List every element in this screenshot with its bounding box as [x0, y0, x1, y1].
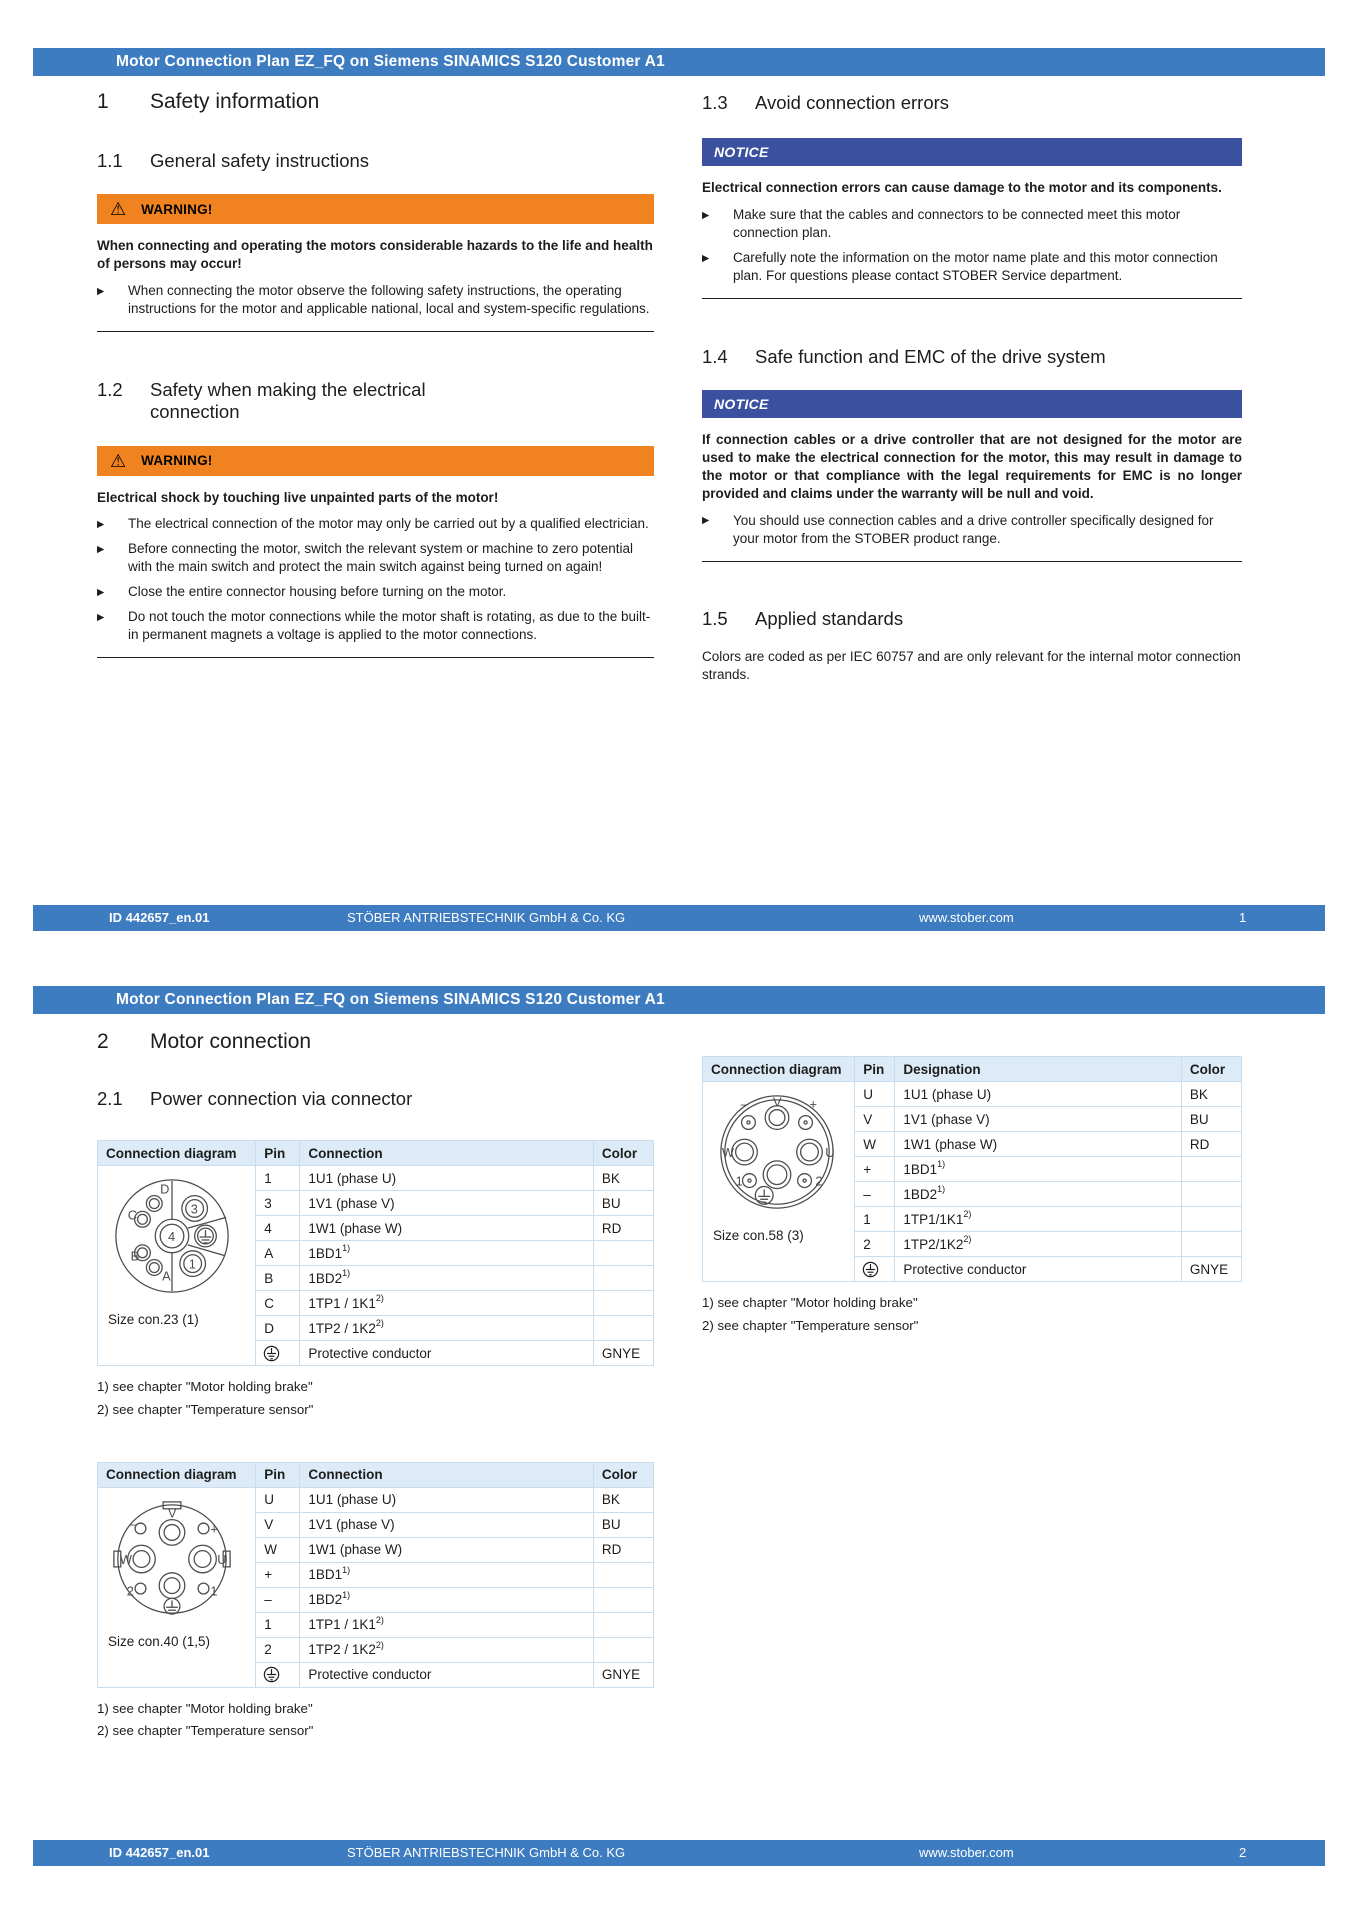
pin-table-header: Connection diagram — [98, 1462, 256, 1487]
pin-table-header-row — [703, 1057, 1242, 1082]
color-cell: RD — [1181, 1132, 1241, 1157]
connector-table-con58 — [702, 1056, 1242, 1337]
footnote: 1) see chapter "Motor holding brake" — [97, 1700, 313, 1716]
connector-size-label: Size con.40 (1,5) — [108, 1633, 211, 1649]
svg-text:V: V — [168, 1505, 177, 1521]
svg-text:U: U — [217, 1551, 227, 1567]
page2-footer-bar — [33, 1840, 1325, 1866]
pin-table-header-row — [98, 1141, 654, 1166]
notice-banner: NOTICE — [702, 390, 1242, 418]
pin-cell: 2 — [256, 1637, 300, 1662]
designation-cell: 1W1 (phase W) — [895, 1132, 1182, 1157]
pin-table-header: Color — [593, 1462, 653, 1487]
svg-text:3: 3 — [190, 1201, 198, 1217]
section-title: Power connection via connector — [150, 1088, 413, 1110]
warning-lead-text: When connecting and operating the motors considerable hazards to the life and health of persons may occur! — [97, 238, 653, 272]
pin-cell: 1 — [855, 1207, 895, 1232]
document-title: Motor Connection Plan EZ_FQ on Siemens SINAMICS S120 Customer A1 — [116, 991, 665, 1008]
color-cell — [1181, 1232, 1241, 1257]
pin-table-header: Color — [593, 1141, 653, 1166]
pin-table-row — [98, 1166, 654, 1191]
section-number: 1 — [97, 90, 109, 113]
designation-cell: 1TP1 / 1K1$^{2)}$ — [300, 1291, 594, 1316]
color-cell: RD — [593, 1537, 653, 1562]
pin-cell: U — [256, 1487, 300, 1512]
pin-cell — [256, 1662, 300, 1687]
website-url: www.stober.com — [919, 1845, 1014, 1860]
pin-table-header: Pin — [256, 1141, 300, 1166]
footnote: 2) see chapter "Temperature sensor" — [702, 1317, 919, 1333]
page1-title-bar — [33, 48, 1325, 76]
designation-cell: 1TP2/1K2$^{2)}$ — [895, 1232, 1182, 1257]
color-cell — [1181, 1207, 1241, 1232]
footnote: 2) see chapter "Temperature sensor" — [97, 1401, 314, 1417]
bullet-item — [702, 249, 1242, 285]
page2-left-column — [97, 1028, 654, 1743]
pin-cell: U — [855, 1082, 895, 1107]
pin-cell — [855, 1257, 895, 1282]
color-cell: BK — [1181, 1082, 1241, 1107]
footnote: 1) see chapter "Motor holding brake" — [702, 1295, 918, 1310]
svg-text:2: 2 — [126, 1582, 134, 1598]
pin-table-header: Connection diagram — [703, 1057, 855, 1082]
svg-text:4: 4 — [168, 1229, 176, 1245]
pin-table-header: Pin — [256, 1462, 300, 1487]
section-title: Safety when making the electrical connection — [150, 379, 426, 423]
pin-cell: 3 — [256, 1191, 300, 1216]
color-cell: GNYE — [593, 1662, 653, 1687]
connector-face-con58 — [713, 1090, 841, 1218]
connector-table-con23 — [97, 1140, 654, 1421]
page-number: 2 — [1239, 1845, 1247, 1860]
designation-cell: 1BD1$^{1)}$ — [895, 1157, 1182, 1182]
footnote: 1) see chapter "Motor holding brake" — [97, 1379, 313, 1395]
color-cell: RD — [593, 1216, 653, 1241]
svg-text:C: C — [127, 1207, 137, 1223]
section-divider — [702, 561, 1242, 562]
designation-cell: 1V1 (phase V) — [895, 1107, 1182, 1132]
page2-title-bar — [33, 986, 1325, 1014]
pin-cell: C — [256, 1291, 300, 1316]
earth-ground-icon — [862, 1261, 879, 1278]
bullet-text: ▶ Make sure that the cables and connectors to be connected meet this motor connection plan. — [733, 207, 1181, 241]
color-cell: BK — [593, 1487, 653, 1512]
section-title: Avoid connection errors — [755, 92, 950, 113]
pin-table-header: Connection — [300, 1462, 594, 1487]
pin-cell: W — [855, 1132, 895, 1157]
heading-safety-information — [97, 90, 654, 114]
heading-applied-standards — [702, 608, 1242, 630]
section-number: 2.1 — [97, 1088, 123, 1110]
connector-diagram — [108, 1174, 249, 1302]
website-url: www.stober.com — [919, 910, 1014, 925]
color-cell: BK — [593, 1166, 653, 1191]
color-cell — [593, 1291, 653, 1316]
designation-cell: 1V1 (phase V) — [300, 1512, 594, 1537]
bullet-list — [702, 512, 1242, 548]
heading-safe-function-emc — [702, 346, 1242, 368]
warning-triangle-icon — [110, 200, 126, 218]
bullet-item — [97, 583, 654, 601]
pin-cell: D — [256, 1316, 300, 1341]
connector-diagram — [108, 1496, 249, 1624]
pin-table — [702, 1056, 1242, 1282]
page1-left-column — [97, 88, 654, 658]
pin-cell: + — [855, 1157, 895, 1182]
page2-right-column — [702, 1056, 1242, 1337]
heading-power-connection-via-connector — [97, 1088, 654, 1110]
color-cell — [593, 1266, 653, 1291]
page1-footer-bar — [33, 905, 1325, 931]
section-number: 1.5 — [702, 607, 728, 629]
table-footnotes — [702, 1292, 1242, 1337]
pin-cell: 2 — [855, 1232, 895, 1257]
designation-cell: 1TP1/1K1$^{2)}$ — [895, 1207, 1182, 1232]
connector-diagram-cell — [98, 1487, 256, 1687]
designation-cell: Protective conductor — [300, 1662, 594, 1687]
color-cell — [593, 1637, 653, 1662]
designation-cell: 1BD2$^{1)}$ — [300, 1587, 594, 1612]
bullet-text: ▶ The electrical connection of the motor may only be carried out by a qualified electrician. — [128, 516, 649, 532]
svg-text:+: + — [809, 1096, 817, 1112]
color-cell — [593, 1316, 653, 1341]
color-cell: GNYE — [1181, 1257, 1241, 1282]
section-title: Motor connection — [150, 1030, 312, 1053]
table-footnotes — [97, 1698, 654, 1743]
footnote: 2) see chapter "Temperature sensor" — [97, 1723, 314, 1739]
bullet-item — [97, 540, 654, 576]
svg-text:A: A — [162, 1268, 171, 1284]
designation-cell: 1BD2$^{1)}$ — [300, 1266, 594, 1291]
bullet-text: ▶ Carefully note the information on the motor name plate and this motor connection plan. For questions please contact STOBER Service department. — [733, 250, 1218, 283]
bullet-text: ▶ When connecting the motor observe the following safety instructions, the operating instructions for the motor and applicable national, local and system-specific regulations. — [128, 283, 650, 317]
svg-text:+: + — [210, 1520, 218, 1536]
pin-table-row — [98, 1487, 654, 1512]
bullet-text: ▶ Before connecting the motor, switch the relevant system or machine to zero potential with the main switch and protect the main switch against being turned on again! — [128, 541, 634, 575]
designation-cell: 1U1 (phase U) — [300, 1487, 594, 1512]
connector-diagram-cell — [98, 1166, 256, 1366]
svg-text:B: B — [130, 1248, 140, 1264]
bullet-item — [702, 206, 1242, 242]
designation-cell: 1V1 (phase V) — [300, 1191, 594, 1216]
earth-ground-icon — [263, 1666, 280, 1683]
designation-cell: 1U1 (phase U) — [300, 1166, 594, 1191]
pin-cell: – — [855, 1182, 895, 1207]
svg-text:–: – — [740, 1096, 748, 1112]
warning-label: WARNING! — [141, 453, 213, 469]
color-cell — [1181, 1157, 1241, 1182]
pin-table-header-row — [98, 1462, 654, 1487]
pin-table-row — [703, 1082, 1242, 1107]
earth-ground-icon — [263, 1345, 280, 1362]
designation-cell: 1BD1$^{1)}$ — [300, 1241, 594, 1266]
notice-lead-text: Electrical connection errors can cause damage to the motor and its components. — [702, 180, 1222, 196]
pin-table-header: Connection — [300, 1141, 594, 1166]
color-cell: BU — [593, 1191, 653, 1216]
pin-cell: + — [256, 1562, 300, 1587]
color-cell — [593, 1241, 653, 1266]
warning-banner — [97, 446, 654, 476]
section-title: General safety instructions — [150, 150, 370, 172]
designation-cell: 1W1 (phase W) — [300, 1216, 594, 1241]
warning-banner — [97, 194, 654, 224]
svg-text:U: U — [825, 1144, 835, 1160]
pin-cell: 4 — [256, 1216, 300, 1241]
color-cell — [593, 1562, 653, 1587]
pin-table-header: Connection diagram — [98, 1141, 256, 1166]
connector-face-con23 — [108, 1174, 236, 1302]
notice-banner: NOTICE — [702, 138, 1242, 166]
designation-cell: Protective conductor — [895, 1257, 1182, 1282]
svg-text:2: 2 — [815, 1173, 823, 1189]
color-cell: BU — [1181, 1107, 1241, 1132]
bullet-item — [97, 282, 654, 318]
pin-table — [97, 1140, 654, 1366]
svg-text:1: 1 — [210, 1582, 218, 1598]
pin-table-header: Color — [1181, 1057, 1241, 1082]
warning-triangle-icon — [110, 452, 126, 470]
bullet-text: ▶ Do not touch the motor connections while the motor shaft is rotating, as due to the built-in permanent magnets a voltage is applied to the motor connections. — [128, 609, 651, 643]
applied-standards-text: Colors are coded as per IEC 60757 and are only relevant for the internal motor connection strands. — [702, 649, 1241, 682]
section-number: 1.4 — [702, 345, 728, 367]
bullet-list — [702, 206, 1242, 285]
section-divider — [97, 331, 654, 332]
section-number: 1.3 — [702, 92, 728, 113]
page1-right-column — [702, 88, 1242, 684]
bullet-text: ▶ You should use connection cables and a drive controller specifically designed for your motor from the STOBER product range. — [733, 512, 1214, 546]
pin-cell: W — [256, 1537, 300, 1562]
section-title: Safety information — [150, 90, 320, 113]
svg-text:W: W — [119, 1551, 132, 1567]
pin-cell: 1 — [256, 1166, 300, 1191]
designation-cell: 1W1 (phase W) — [300, 1537, 594, 1562]
document-title: Motor Connection Plan EZ_FQ on Siemens SINAMICS S120 Customer A1 — [116, 53, 665, 70]
connector-diagram-cell — [703, 1082, 855, 1282]
color-cell — [593, 1612, 653, 1637]
svg-text:V: V — [773, 1094, 782, 1110]
bullet-list — [97, 282, 654, 318]
bullet-text: ▶ Close the entire connector housing before turning on the motor. — [128, 584, 507, 600]
company-name: STÖBER ANTRIEBSTECHNIK GmbH & Co. KG — [347, 1845, 626, 1860]
designation-cell: 1TP2 / 1K2$^{2)}$ — [300, 1316, 594, 1341]
designation-cell: 1TP1 / 1K1$^{2)}$ — [300, 1612, 594, 1637]
section-divider — [97, 657, 654, 658]
bullet-item — [702, 512, 1242, 548]
company-name: STÖBER ANTRIEBSTECHNIK GmbH & Co. KG — [347, 910, 626, 925]
notice-lead-text: If connection cables or a drive controller that are not designed for the motor are used to make the electrical connection for the motor, this may result in damage to the motor or that compliance with the legal requirements for EMC is no longer provided and claims under the warranty will be null and void. — [702, 432, 1242, 501]
document-id: ID 442657_en.01 — [109, 910, 210, 925]
section-number: 2 — [97, 1030, 109, 1053]
section-divider — [702, 298, 1242, 299]
pin-table-header: Designation — [895, 1057, 1182, 1082]
designation-cell: 1BD1$^{1)}$ — [300, 1562, 594, 1587]
connector-diagram — [713, 1090, 848, 1218]
color-cell — [1181, 1182, 1241, 1207]
svg-text:W: W — [721, 1144, 734, 1160]
svg-text:D: D — [160, 1182, 170, 1198]
designation-cell: Protective conductor — [300, 1341, 594, 1366]
designation-cell: 1TP2 / 1K2$^{2)}$ — [300, 1637, 594, 1662]
pin-cell: B — [256, 1266, 300, 1291]
table-footnotes — [97, 1376, 654, 1421]
designation-cell: 1U1 (phase U) — [895, 1082, 1182, 1107]
svg-text:1: 1 — [735, 1173, 743, 1189]
pin-table-header: Pin — [855, 1057, 895, 1082]
section-number: 1.2 — [97, 379, 123, 401]
connector-size-label: Size con.23 (1) — [108, 1312, 199, 1328]
pin-cell: V — [855, 1107, 895, 1132]
warning-label: WARNING! — [141, 201, 213, 217]
color-cell — [593, 1587, 653, 1612]
pin-cell: – — [256, 1587, 300, 1612]
designation-cell: 1BD2$^{1)}$ — [895, 1182, 1182, 1207]
pin-cell — [256, 1341, 300, 1366]
pin-table — [97, 1462, 654, 1688]
bullet-item — [97, 515, 654, 533]
color-cell: GNYE — [593, 1341, 653, 1366]
pin-cell: A — [256, 1241, 300, 1266]
heading-safety-electrical-connection — [97, 379, 654, 423]
heading-motor-connection — [97, 1030, 654, 1054]
color-cell: BU — [593, 1512, 653, 1537]
heading-avoid-connection-errors — [702, 92, 1242, 114]
pin-cell: 1 — [256, 1612, 300, 1637]
heading-general-safety-instructions — [97, 150, 654, 172]
pin-cell: V — [256, 1512, 300, 1537]
section-number: 1.1 — [97, 150, 123, 172]
section-title: Safe function and EMC of the drive system — [755, 345, 1106, 367]
bullet-list — [97, 515, 654, 644]
connector-table-con40 — [97, 1462, 654, 1743]
connector-size-label: Size con.58 (3) — [713, 1228, 804, 1243]
svg-text:1: 1 — [188, 1256, 196, 1272]
bullet-item — [97, 608, 654, 644]
document-id: ID 442657_en.01 — [109, 1845, 210, 1860]
svg-text:–: – — [129, 1516, 137, 1532]
connector-face-con40 — [108, 1496, 236, 1624]
section-title: Applied standards — [755, 607, 904, 629]
page-number: 1 — [1239, 910, 1247, 925]
warning-lead-text: Electrical shock by touching live unpainted parts of the motor! — [97, 489, 499, 505]
